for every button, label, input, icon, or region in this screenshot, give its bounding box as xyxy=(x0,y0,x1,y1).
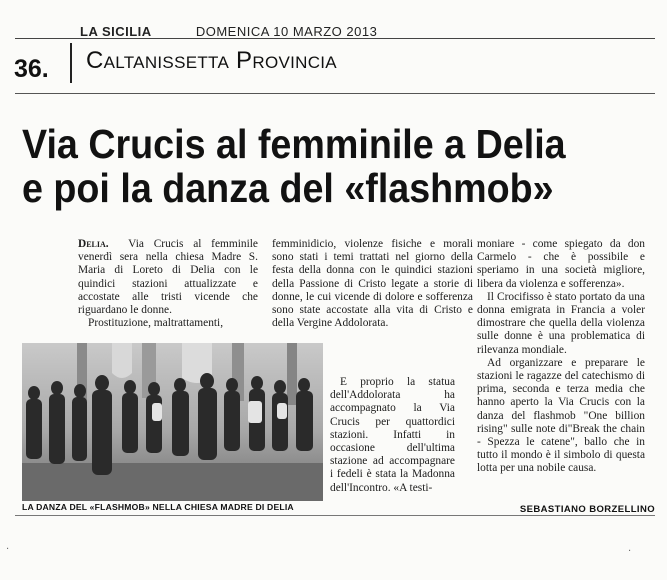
scan-speck: · xyxy=(6,544,10,555)
section-divider xyxy=(70,43,72,83)
dateline: Delia. xyxy=(78,238,109,250)
article-paragraph: Prostituzione, maltrattamenti, xyxy=(88,317,224,330)
scan-speck: · xyxy=(628,546,632,557)
section-rule xyxy=(15,93,655,94)
article-paragraph: moniare - come spiegato da don Carmelo - che è possibile e speriamo in una società migliore, libera da violenza e sofferenza». xyxy=(477,238,645,290)
page-number: 36. xyxy=(14,55,49,83)
bottom-rule xyxy=(15,515,655,516)
issue-date: DOMENICA 10 MARZO 2013 xyxy=(195,24,378,39)
article-column-1 xyxy=(78,238,258,330)
headline-line-2: e poi la danza del «flashmob» xyxy=(22,165,554,211)
article-photo xyxy=(22,343,323,501)
section-title: Caltanissetta Provincia xyxy=(86,47,337,74)
article-column-3 xyxy=(477,238,645,476)
article-column-2b xyxy=(330,376,455,495)
headline-line-1: Via Crucis al femminile a Delia xyxy=(22,121,566,167)
masthead xyxy=(80,24,377,39)
article-paragraph: E proprio la statua dell'Addolorata ha accompagnato la Via Crucis per quattordici stazioni. Infatti in occasione dell'ultima stazione ad accompagnare i fedeli è stata la Madonna dell'Incontro. «A testi- xyxy=(330,376,455,494)
flashmob-photo-image xyxy=(22,343,323,501)
article-column-2a xyxy=(272,238,473,330)
top-rule xyxy=(15,38,655,39)
article-paragraph: Ad organizzare e preparare le stazioni le ragazze del catechismo di prima, seconda e terza media che hanno aperto la Via Crucis con la danza del flashmob "One billion rising" sulle note di"Break the chain - Spezza le catene", ballo che in tutto il mondo è il simbolo di questa lotta per una nobile causa. xyxy=(477,356,645,475)
newspaper-name: LA SICILIA xyxy=(80,24,152,39)
article-paragraph: Il Crocifisso è stato portato da una donna emigrata in Francia a voler dimostrare che quella della violenza sulle donne è una problematica di rilevanza mondiale. xyxy=(477,290,645,356)
article-paragraph: femminidicio, violenze fisiche e morali sono stati i temi trattati nel giorno della festa della donna con le quindici stazioni della Passione di Cristo legate a storie di donne, le cui vicende di dolore e sofferenza sono state accostate alla vita di Cristo e della Vergine Addolorata. xyxy=(272,238,473,330)
article-paragraph: Delia. Via Crucis al femminile venerdì sera nella chiesa Madre S. Maria di Loreto di Delia con le quindici stazioni attualizzate e accostate alle tristi vicende che riguardano le donne. xyxy=(78,238,258,317)
author-byline: SEBASTIANO BORZELLINO xyxy=(519,504,655,515)
headline xyxy=(22,122,613,210)
photo-caption: LA DANZA DEL «FLASHMOB» NELLA CHIESA MADRE DI DELIA xyxy=(22,502,294,512)
